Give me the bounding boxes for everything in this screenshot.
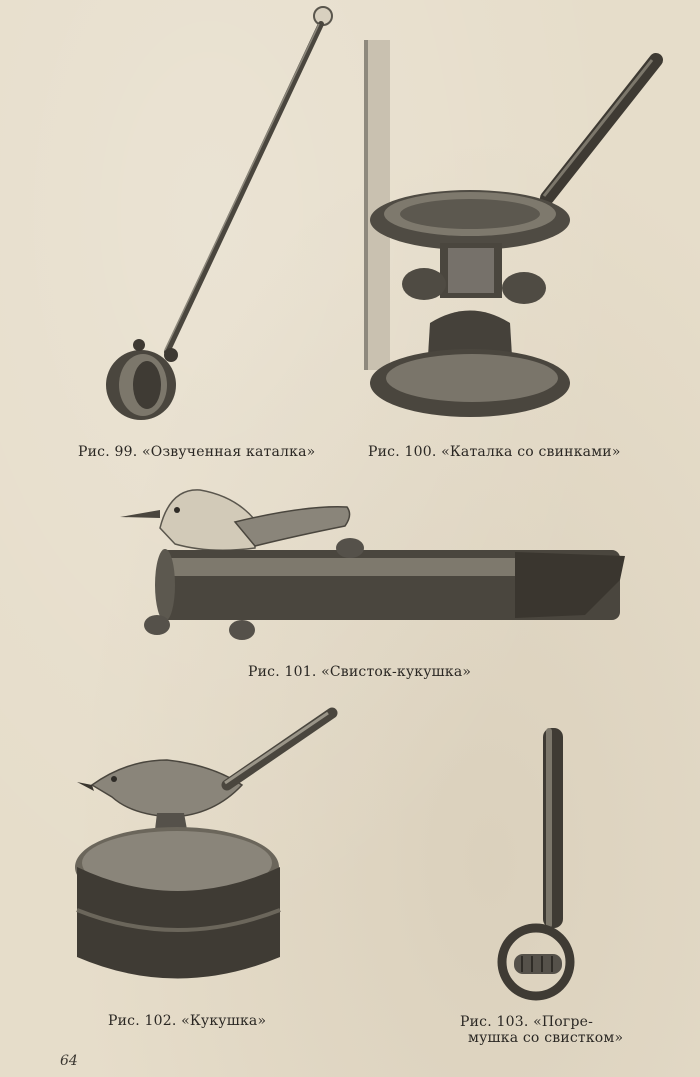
figure-100-caption: Рис. 100. «Каталка со свинками» (368, 444, 621, 460)
figure-103-caption-line2: мушка со свистком» (468, 1030, 624, 1046)
figure-103-rattle-whistle (488, 722, 608, 1002)
figure-101-cuckoo-whistle (115, 480, 635, 650)
figure-100-piglet-toy (362, 38, 672, 428)
figure-103-caption-line1: Рис. 103. «Погре- (460, 1014, 594, 1030)
figure-99-caption: Рис. 99. «Озвученная каталка» (78, 444, 316, 460)
figure-101-caption: Рис. 101. «Свисток-кукушка» (248, 664, 472, 680)
figure-102-caption: Рис. 102. «Кукушка» (108, 1013, 267, 1029)
page-number: 64 (60, 1053, 78, 1069)
figure-99-rolling-toy (95, 0, 345, 440)
figure-102-cuckoo-box (72, 705, 352, 995)
